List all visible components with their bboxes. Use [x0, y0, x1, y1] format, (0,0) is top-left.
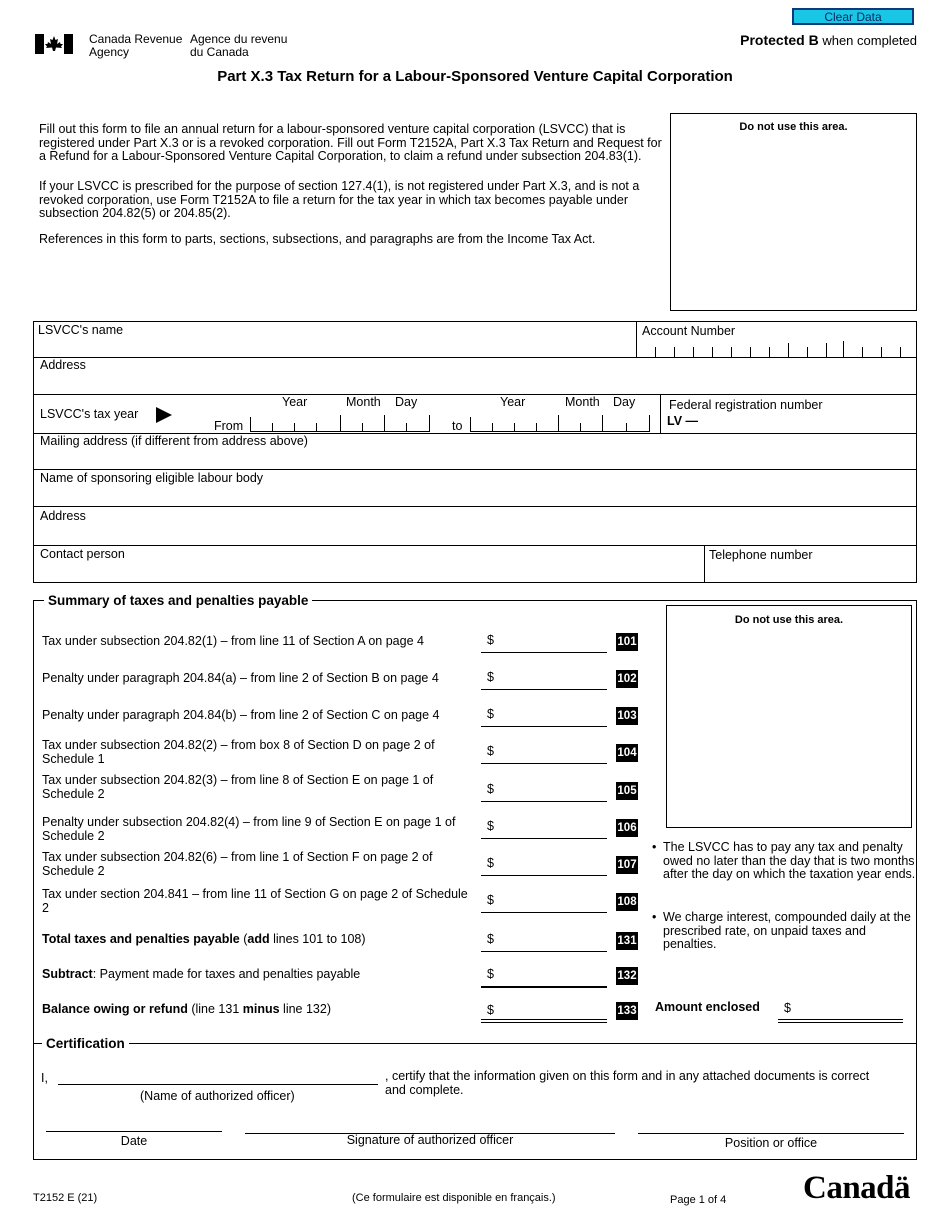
- total-add: add: [247, 932, 270, 946]
- telephone-input[interactable]: [709, 563, 912, 580]
- amount-101-input[interactable]: [497, 633, 605, 651]
- line-code-133: 133: [616, 1002, 638, 1020]
- form-number: T2152 E (21): [33, 1192, 98, 1204]
- summary-row-103-label: Penalty under paragraph 204.84(b) – from line 2 of Section C on page 4: [42, 708, 440, 722]
- officer-name-input[interactable]: [58, 1066, 376, 1084]
- sponsor-address-input[interactable]: [40, 526, 910, 543]
- sponsor-address-label: Address: [40, 509, 86, 523]
- protected-bold: Protected B: [740, 32, 819, 48]
- position-label: Position or office: [724, 1136, 818, 1150]
- do-not-use-label-top: Do not use this area.: [739, 121, 848, 133]
- line-code-104: 104: [616, 744, 638, 762]
- line-code-131: 131: [616, 932, 638, 950]
- summary-row-107-label: Tax under subsection 204.82(6) – from line 1 of Section F on page 2 of Schedule 2: [42, 850, 433, 878]
- amount-105-input[interactable]: [497, 782, 605, 800]
- currency-symbol: $: [487, 633, 494, 647]
- summary-row-108-label: Tax under section 204.841 – from line 11 of Section G on page 2 of Schedule 2: [42, 887, 468, 915]
- do-not-use-area-summary: [666, 605, 912, 828]
- from-year-label: Year: [282, 395, 308, 409]
- summary-row-106-label: Penalty under subsection 204.82(4) – from line 9 of Section E on page 1 of Schedule 2: [42, 815, 456, 843]
- balance-owing-label: [42, 1003, 472, 1017]
- position-input[interactable]: [638, 1114, 902, 1132]
- address-input[interactable]: [40, 375, 910, 392]
- amount-106-input[interactable]: [497, 819, 605, 837]
- balance-rest: line 132): [279, 1002, 332, 1016]
- total-taxes-label: [42, 933, 472, 947]
- from-day-label: Day: [395, 395, 418, 409]
- address-label: Address: [40, 358, 86, 372]
- subtract-bold: Subtract: [42, 967, 93, 981]
- do-not-use-label-summary: Do not use this area.: [734, 614, 844, 626]
- line-code-102: 102: [616, 670, 638, 688]
- from-label: From: [214, 419, 244, 433]
- line-code-105: 105: [616, 782, 638, 800]
- currency-symbol: $: [487, 744, 494, 758]
- federal-registration-input[interactable]: [705, 413, 910, 430]
- amount-enclosed-input[interactable]: [794, 1000, 902, 1018]
- tax-year-label: LSVCC's tax year: [40, 407, 139, 421]
- date-label: Date: [120, 1134, 148, 1148]
- line-code-107: 107: [616, 856, 638, 874]
- amount-131-input[interactable]: [497, 932, 605, 950]
- agency-fr-line2: du Canada: [190, 45, 249, 59]
- federal-registration-label: Federal registration number: [669, 398, 823, 412]
- tax-year-to-input[interactable]: [470, 410, 650, 432]
- line-code-132: 132: [616, 967, 638, 985]
- summary-row-101-label: Tax under subsection 204.82(1) – from line 11 of Section A on page 4: [42, 634, 424, 648]
- to-month-label: Month: [565, 395, 600, 409]
- do-not-use-area-top: [670, 113, 917, 311]
- currency-symbol: $: [487, 1003, 494, 1017]
- canada-wordmark: Canadä: [803, 1170, 911, 1206]
- balance-bold: Balance owing or refund: [42, 1002, 188, 1016]
- line-code-108: 108: [616, 893, 638, 911]
- bullet-1-text: The LSVCC has to pay any tax and penalty owed no later than the day that is two months after the day on which the taxation year ends.: [663, 840, 916, 881]
- officer-name-label: (Name of authorized officer): [140, 1089, 295, 1103]
- summary-row-105-label: Tax under subsection 204.82(3) – from line 8 of Section E on page 1 of Schedule 2: [42, 773, 434, 801]
- french-availability: (Ce formulaire est disponible en français.): [352, 1192, 556, 1204]
- subtract-rest: : Payment made for taxes and penalties payable: [92, 967, 361, 981]
- clear-data-button[interactable]: Clear Data: [792, 8, 914, 25]
- currency-symbol: $: [784, 1001, 791, 1015]
- amount-133-input[interactable]: [497, 1002, 605, 1020]
- amount-104-input[interactable]: [497, 744, 605, 762]
- amount-132-input[interactable]: [497, 967, 605, 985]
- telephone-label: Telephone number: [709, 548, 813, 562]
- signature-label: Signature of authorized officer: [346, 1133, 514, 1147]
- lsvcc-name-input[interactable]: [40, 340, 630, 356]
- currency-symbol: $: [487, 932, 494, 946]
- sponsor-name-label: Name of sponsoring eligible labour body: [40, 471, 264, 485]
- interest-note: • We charge interest, compounded daily at the prescribed rate, on unpaid taxes and penalties.: [652, 911, 917, 952]
- payment-deadline-note: • The LSVCC has to pay any tax and penalty owed no later than the day that is two months after the day on which the taxation year ends.: [652, 840, 916, 881]
- form-title: Part X.3 Tax Return for a Labour-Sponsored Venture Capital Corporation: [217, 68, 733, 85]
- total-bold: Total taxes and penalties payable: [42, 932, 240, 946]
- currency-symbol: $: [487, 967, 494, 981]
- intro-paragraph-2: If your LSVCC is prescribed for the purpose of section 127.4(1), is not registered under Part X.3, and is not a revoked corporation, use Form T2152A to file a return for the tax year in which tax becomes payable under subsection 204.82(5) or 204.85(2).: [39, 179, 640, 220]
- canada-flag-icon: [35, 34, 73, 54]
- currency-symbol: $: [487, 893, 494, 907]
- account-number-input[interactable]: [650, 339, 910, 357]
- amount-103-input[interactable]: [497, 707, 605, 725]
- account-number-label: Account Number: [642, 324, 736, 338]
- amount-107-input[interactable]: [497, 856, 605, 874]
- line-code-101: 101: [616, 633, 638, 651]
- federal-registration-prefix: LV —: [667, 414, 699, 428]
- contact-person-input[interactable]: [40, 563, 700, 580]
- tax-year-from-input[interactable]: [250, 410, 430, 432]
- amount-enclosed-label: Amount enclosed: [655, 1000, 760, 1014]
- certify-statement: , certify that the information given on this form and in any attached documents is correct and complete.: [385, 1069, 870, 1097]
- agency-en-line2: Agency: [89, 45, 130, 59]
- summary-title: Summary of taxes and penalties payable: [44, 593, 312, 608]
- arrow-right-icon: [156, 407, 172, 428]
- total-mid: (: [239, 932, 248, 946]
- mailing-address-input[interactable]: [40, 450, 910, 467]
- contact-person-label: Contact person: [40, 547, 125, 561]
- agency-name-en: [89, 33, 182, 59]
- currency-symbol: $: [487, 782, 494, 796]
- currency-symbol: $: [487, 670, 494, 684]
- agency-name-fr: [190, 33, 287, 59]
- to-label: to: [452, 419, 463, 433]
- agency-fr-line1: Agence du revenu: [190, 32, 288, 46]
- intro-paragraph-3: References in this form to parts, sections, subsections, and paragraphs are from the Income Tax Act.: [39, 232, 596, 246]
- line-code-103: 103: [616, 707, 638, 725]
- to-day-label: Day: [613, 395, 636, 409]
- total-rest: lines 101 to 108): [269, 932, 366, 946]
- subtract-payment-label: [42, 968, 472, 982]
- protected-rest: when completed: [818, 33, 917, 48]
- amount-102-input[interactable]: [497, 670, 605, 688]
- bullet-2-text: We charge interest, compounded daily at the prescribed rate, on unpaid taxes and penalties.: [663, 910, 911, 951]
- protected-b-notice: [740, 32, 917, 48]
- mailing-address-label: Mailing address (if different from address above): [40, 434, 308, 448]
- certification-title: Certification: [42, 1036, 129, 1051]
- amount-108-input[interactable]: [497, 893, 605, 911]
- line-code-106: 106: [616, 819, 638, 837]
- currency-symbol: $: [487, 856, 494, 870]
- balance-mid: (line 131: [187, 1002, 243, 1016]
- summary-row-104-label: Tax under subsection 204.82(2) – from box 8 of Section D on page 2 of Schedule 1: [42, 738, 435, 766]
- page-number: Page 1 of 4: [670, 1194, 727, 1206]
- sponsor-name-input[interactable]: [40, 487, 910, 504]
- intro-paragraph-1: Fill out this form to file an annual return for a labour-sponsored venture capital corporation (LSVCC) that is registered under Part X.3 or is a revoked corporation. Fill out Form T2152A, Part X.3 Tax Return and Request for a Refund for a Labour-Sponsored Venture Capital Corporation, to claim a refund under subsection 204.83(1).: [39, 122, 662, 163]
- currency-symbol: $: [487, 819, 494, 833]
- to-year-label: Year: [500, 395, 526, 409]
- from-month-label: Month: [346, 395, 381, 409]
- summary-row-102-label: Penalty under paragraph 204.84(a) – from line 2 of Section B on page 4: [42, 671, 439, 685]
- date-input[interactable]: [46, 1112, 220, 1130]
- currency-symbol: $: [487, 707, 494, 721]
- certify-i-label: I,: [41, 1071, 48, 1085]
- balance-minus: minus: [242, 1002, 280, 1016]
- lsvcc-name-label: LSVCC's name: [38, 323, 124, 337]
- agency-en-line1: Canada Revenue: [89, 32, 183, 46]
- signature-input[interactable]: [245, 1114, 613, 1132]
